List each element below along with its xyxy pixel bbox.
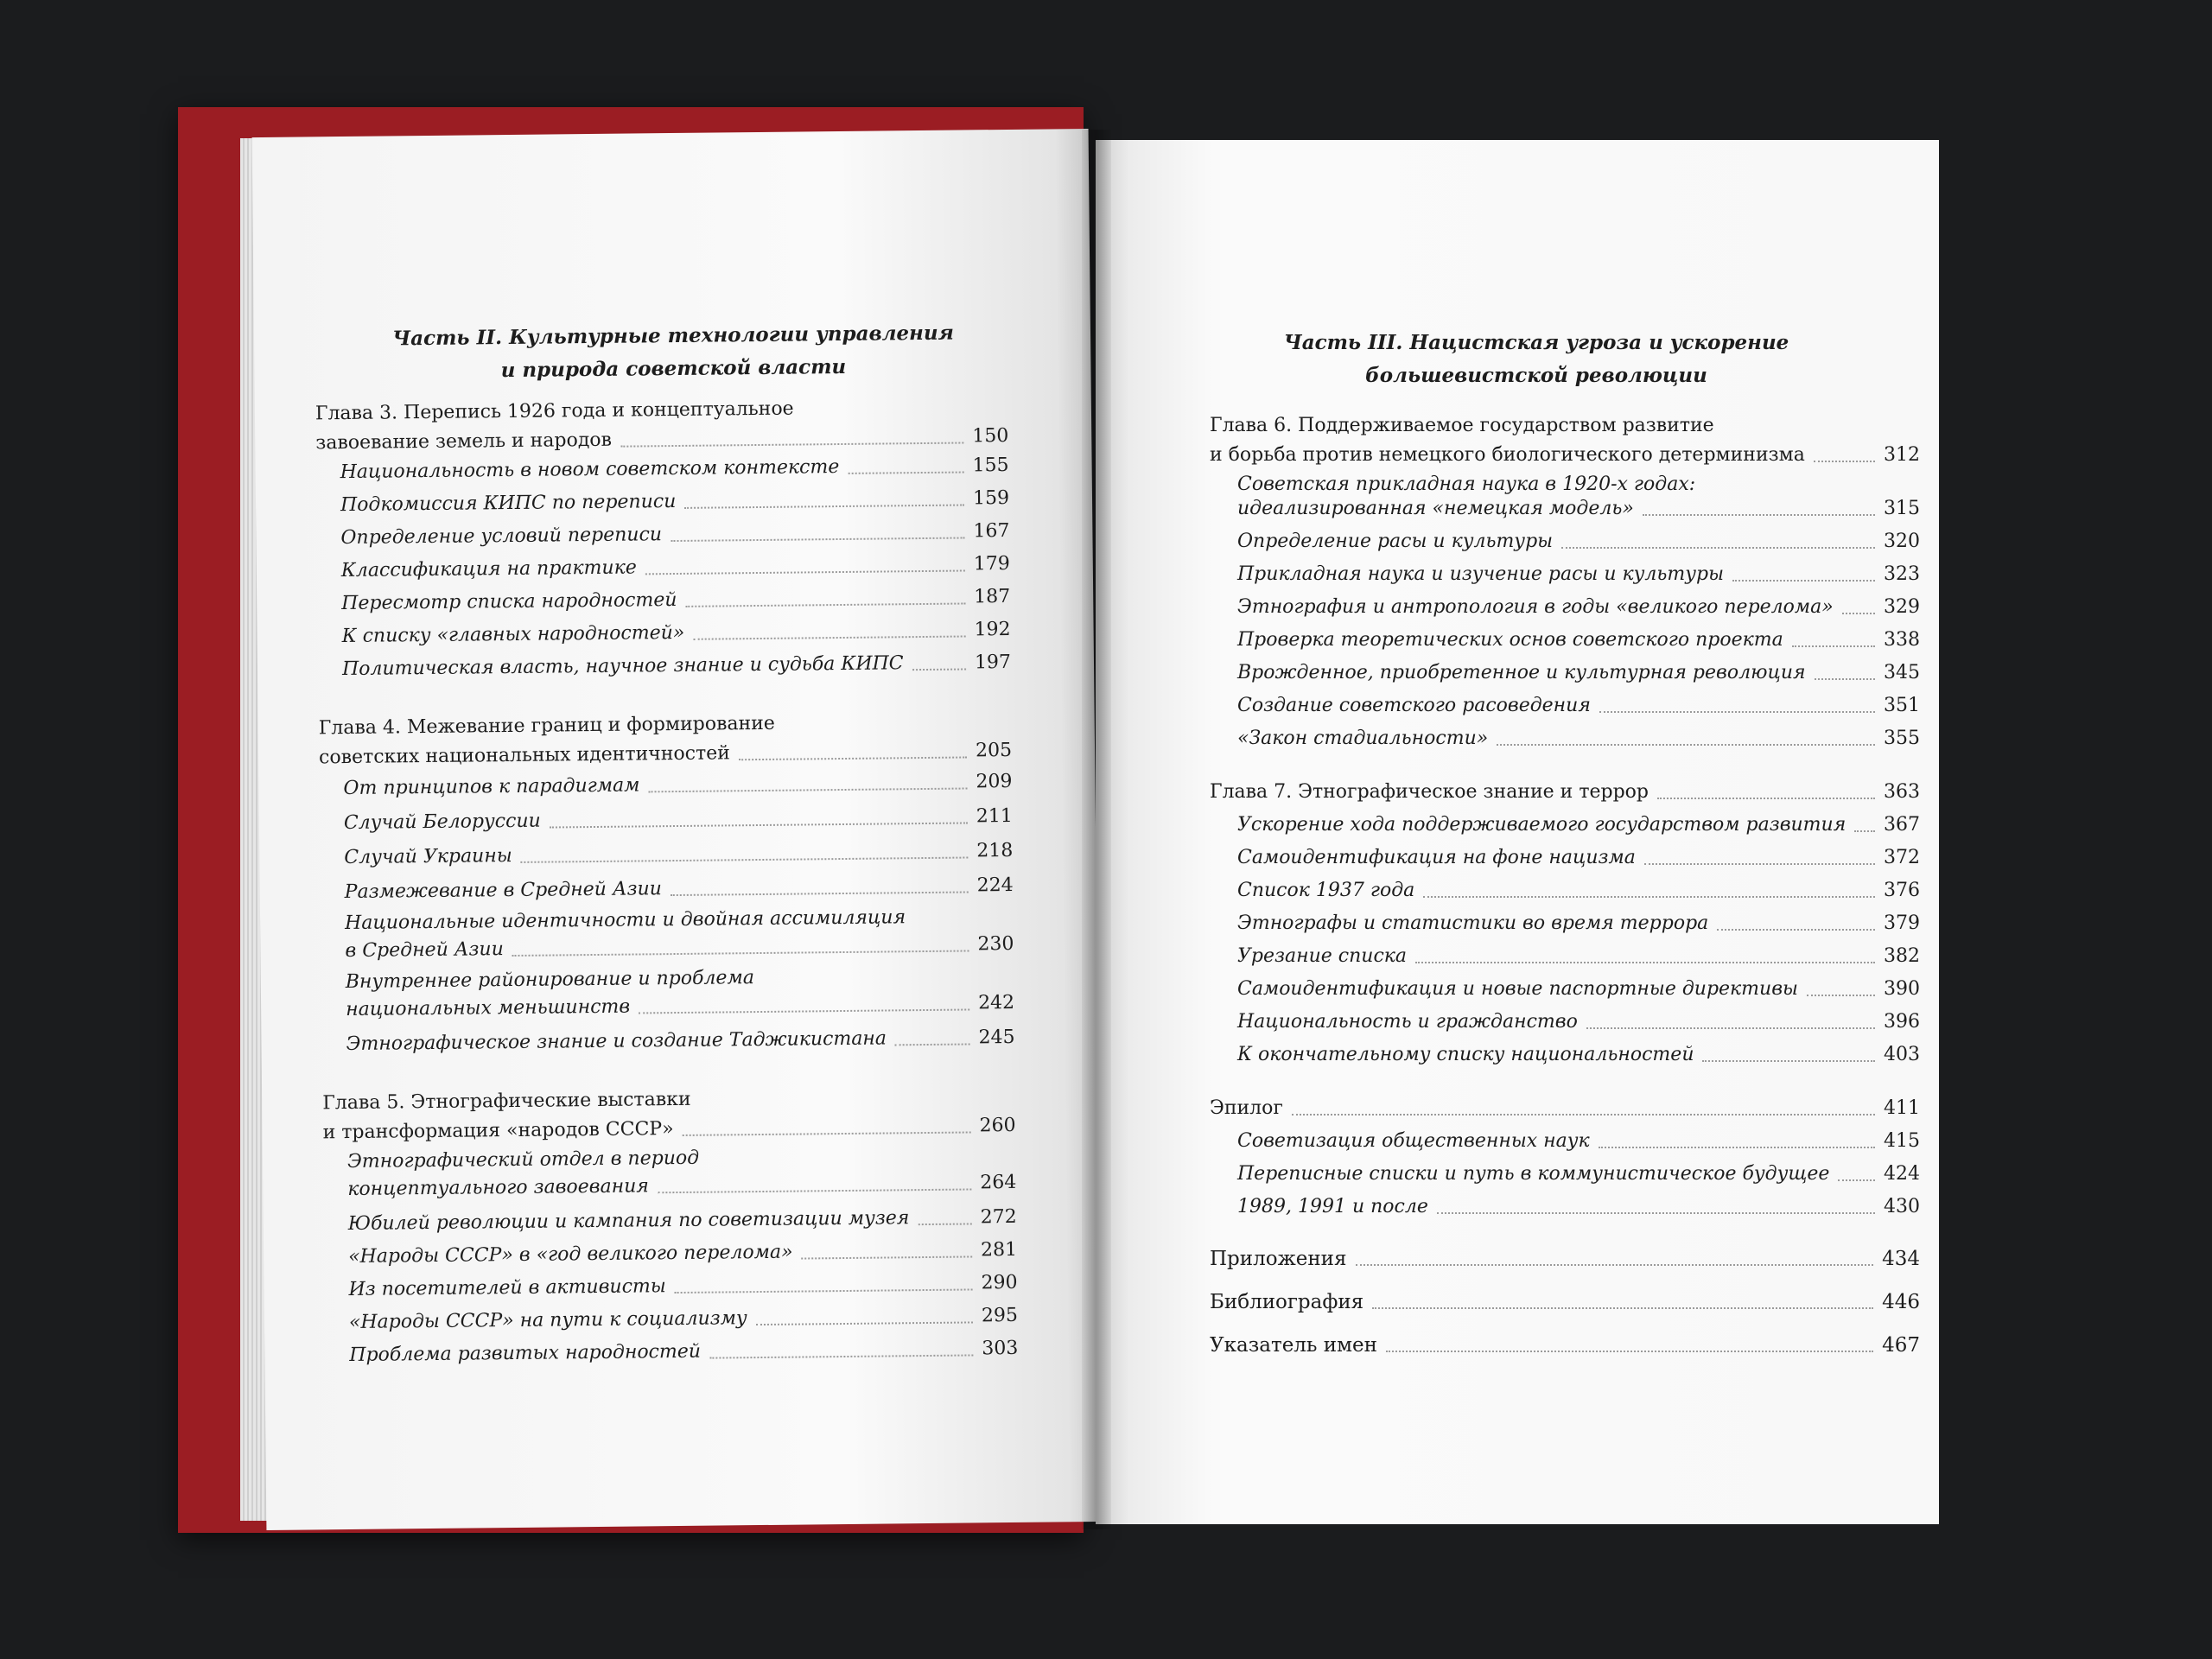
- leader-dots: [1807, 995, 1875, 996]
- section-title: К списку «главных народностей»: [341, 621, 685, 648]
- section-title: концептуального завоевания: [347, 1175, 650, 1201]
- leader-dots: [620, 442, 963, 448]
- page-number: 323: [1884, 563, 1920, 585]
- page-number: 218: [976, 839, 1014, 862]
- page-number: 390: [1884, 978, 1920, 1000]
- section-title: Пересмотр списка народностей: [341, 588, 677, 615]
- page-number: 415: [1884, 1130, 1920, 1152]
- section-entry[interactable]: [321, 1023, 1014, 1059]
- section-entry[interactable]: [1210, 942, 1920, 971]
- chapter-entry[interactable]: [319, 736, 1012, 772]
- page-number: 150: [972, 424, 1009, 448]
- section-entry[interactable]: [318, 648, 1011, 684]
- section-title: Проверка теоретических основ советского проекта: [1237, 629, 1783, 651]
- page-number: 329: [1884, 596, 1920, 618]
- section-entry[interactable]: [317, 582, 1010, 619]
- section-title-line: Внутреннее районирование и проблема: [345, 967, 755, 994]
- leader-dots: [1497, 744, 1875, 746]
- part-title-line: большевистской революции: [1365, 364, 1707, 387]
- section-entry[interactable]: [1210, 593, 1920, 622]
- page-number: 295: [981, 1304, 1019, 1327]
- section-entry[interactable]: [325, 1301, 1018, 1338]
- page-number: 197: [974, 651, 1012, 674]
- section-title: К окончательному списку национальностей: [1237, 1044, 1694, 1065]
- leader-dots: [1415, 962, 1875, 963]
- section-entry[interactable]: [321, 930, 1014, 966]
- section-title: Национальность и гражданство: [1237, 1011, 1578, 1033]
- section-title: «Закон стадиальности»: [1237, 728, 1489, 749]
- page-number: 345: [1884, 662, 1920, 683]
- leader-dots: [658, 1188, 971, 1193]
- section-title: Этнография и антропология в годы «великого перелома»: [1237, 596, 1834, 618]
- section-title: Юбилей революции и кампания по советизации музея: [347, 1207, 910, 1236]
- section-entry[interactable]: [1210, 1160, 1920, 1189]
- leader-dots: [1561, 547, 1875, 549]
- section-entry[interactable]: [1210, 658, 1920, 688]
- part-title-line: Часть III. Нацистская угроза и ускорение: [1283, 331, 1789, 354]
- section-title-line: Национальные идентичности и двойная ассимиляция: [344, 906, 906, 935]
- leader-dots: [1356, 1264, 1874, 1266]
- section-title: «Народы СССР» на пути к социализму: [348, 1307, 747, 1334]
- leader-dots: [895, 1043, 970, 1046]
- section-title: Классификация на практике: [340, 556, 637, 582]
- page-number: 338: [1884, 629, 1920, 651]
- leader-dots: [512, 950, 969, 957]
- section-entry[interactable]: [319, 767, 1012, 804]
- leader-dots: [1732, 580, 1875, 582]
- chapter-title: и трансформация «народов СССР»: [322, 1118, 674, 1144]
- leader-dots: [1292, 1114, 1875, 1116]
- section-title: Размежевание в Средней Азии: [344, 878, 663, 904]
- leader-dots: [1657, 798, 1875, 799]
- section-entry[interactable]: [1210, 843, 1920, 873]
- section-entry[interactable]: [1210, 1192, 1920, 1222]
- page-number: 430: [1884, 1196, 1920, 1217]
- section-title: Подкомиссия КИПС по переписи: [340, 490, 677, 517]
- leader-dots: [1814, 461, 1875, 462]
- page-number: 320: [1884, 531, 1920, 552]
- name-index-entry[interactable]: [1210, 1331, 1920, 1360]
- page-number: 382: [1884, 945, 1920, 967]
- page-number: 245: [978, 1026, 1015, 1049]
- section-title: национальных меньшинств: [346, 995, 631, 1021]
- page-number: 315: [1884, 498, 1920, 519]
- left-page: [252, 129, 1103, 1530]
- leader-dots: [1854, 830, 1875, 832]
- page-number: 264: [980, 1171, 1017, 1194]
- leader-dots: [918, 1223, 971, 1225]
- section-entry[interactable]: [325, 1334, 1018, 1370]
- page-number: 272: [980, 1205, 1017, 1229]
- chapter-title-line: Глава 6. Поддерживаемое государством развитие: [1210, 415, 1714, 436]
- end-matter-title: Указатель имен: [1210, 1334, 1377, 1357]
- section-entry[interactable]: [1210, 527, 1920, 556]
- page-number: 230: [977, 932, 1014, 956]
- section-entry[interactable]: [1210, 1007, 1920, 1037]
- section-entry[interactable]: [1210, 691, 1920, 721]
- section-title: Список 1937 года: [1237, 880, 1415, 901]
- section-title: Определение расы и культуры: [1237, 531, 1554, 552]
- page-number: 211: [976, 804, 1013, 828]
- leader-dots: [1792, 645, 1875, 647]
- chapter-title: Глава 7. Этнографическое знание и террор: [1210, 781, 1649, 803]
- section-title: Урезание списка: [1237, 945, 1408, 967]
- leader-dots: [1702, 1060, 1875, 1062]
- chapter-title: советских национальных идентичностей: [318, 742, 730, 769]
- section-title: Из посетителей в активисты: [348, 1275, 666, 1301]
- section-entry[interactable]: [1210, 909, 1920, 938]
- page-number: 411: [1884, 1097, 1920, 1119]
- bibliography-entry[interactable]: [1210, 1287, 1920, 1317]
- leader-dots: [686, 602, 966, 607]
- chapter-entry[interactable]: [1210, 778, 1920, 807]
- leader-dots: [649, 787, 968, 792]
- page-number: 351: [1884, 695, 1920, 716]
- section-title: Этнографическое знание и создание Таджикистана: [346, 1027, 887, 1056]
- page-number: 434: [1882, 1248, 1920, 1270]
- leader-dots: [1815, 678, 1875, 680]
- section-title: 1989, 1991 и после: [1237, 1196, 1428, 1217]
- page-number: 187: [974, 585, 1011, 608]
- section-entry[interactable]: [1210, 810, 1920, 840]
- chapter-entry[interactable]: [1210, 441, 1920, 470]
- leader-dots: [639, 1008, 969, 1014]
- chapter-title-line: Глава 5. Этнографические выставки: [322, 1088, 691, 1115]
- section-entry[interactable]: [315, 451, 1008, 487]
- section-title: Национальность в новом советском контексте: [340, 456, 840, 484]
- page-number: 367: [1884, 814, 1920, 836]
- section-entry[interactable]: [1210, 724, 1920, 753]
- page-number: 467: [1882, 1334, 1920, 1357]
- leader-dots: [1586, 1027, 1875, 1029]
- leader-dots: [1717, 929, 1875, 931]
- section-title: идеализированная «немецкая модель»: [1237, 498, 1634, 519]
- page-number: 424: [1884, 1163, 1920, 1185]
- leader-dots: [1599, 711, 1875, 713]
- section-entry[interactable]: [1210, 1127, 1920, 1156]
- page-number: 379: [1884, 912, 1920, 934]
- page-number: 446: [1882, 1291, 1920, 1313]
- leader-dots: [802, 1255, 973, 1259]
- section-entry[interactable]: [316, 484, 1009, 520]
- leader-dots: [683, 1131, 971, 1135]
- section-entry[interactable]: [1210, 1040, 1920, 1070]
- section-title: Политическая власть, научное знание и судьба КИПС: [341, 652, 904, 681]
- page-number: 376: [1884, 880, 1920, 901]
- appendices-entry[interactable]: [1210, 1244, 1920, 1274]
- leader-dots: [1437, 1212, 1875, 1214]
- section-title: Прикладная наука и изучение расы и культуры: [1237, 563, 1724, 585]
- chapter-title-line: Глава 3. Перепись 1926 года и концептуальное: [315, 397, 794, 425]
- leader-dots: [550, 822, 968, 828]
- leader-dots: [1644, 863, 1875, 865]
- chapter-title: и борьба против немецкого биологического детерминизма: [1210, 444, 1805, 466]
- section-entry[interactable]: [324, 1236, 1017, 1272]
- leader-dots: [848, 472, 963, 474]
- leader-dots: [912, 668, 966, 671]
- section-entry[interactable]: [324, 1203, 1017, 1239]
- section-title: Переписные списки и путь в коммунистическое будущее: [1237, 1163, 1830, 1185]
- leader-dots: [684, 505, 964, 509]
- page-number: 179: [973, 552, 1010, 575]
- page-number: 167: [973, 519, 1010, 543]
- chapter-title: завоевание земель и народов: [315, 429, 613, 454]
- page-number: 159: [972, 486, 1010, 510]
- page-number: 205: [975, 739, 1013, 762]
- book-gutter: [1082, 130, 1111, 1529]
- section-title-line: Советская прикладная наука в 1920-х годах:: [1237, 474, 1696, 495]
- leader-dots: [1643, 514, 1875, 516]
- chapter-entry[interactable]: [322, 1111, 1015, 1147]
- section-title: Случай Украины: [344, 845, 512, 869]
- section-entry[interactable]: [323, 1168, 1016, 1205]
- page-number: 192: [974, 618, 1011, 641]
- section-entry[interactable]: [320, 836, 1013, 873]
- section-title: Этнографы и статистики во время террора: [1237, 912, 1709, 934]
- section-entry[interactable]: [317, 615, 1010, 652]
- page-number: 363: [1884, 781, 1920, 803]
- section-title: Советизация общественных наук: [1237, 1130, 1590, 1152]
- section-entry[interactable]: [1210, 975, 1920, 1004]
- leader-dots: [1372, 1307, 1873, 1309]
- leader-dots: [675, 1288, 973, 1294]
- page-number: 355: [1884, 728, 1920, 749]
- page-number: 224: [976, 874, 1014, 897]
- section-title: Определение условий переписи: [340, 524, 663, 550]
- leader-dots: [756, 1321, 973, 1325]
- section-entry[interactable]: [324, 1268, 1017, 1305]
- section-title: Самоидентификация на фоне нацизма: [1237, 847, 1636, 868]
- section-entry[interactable]: [1210, 876, 1920, 906]
- section-entry[interactable]: [1210, 494, 1920, 524]
- section-entry[interactable]: [321, 988, 1014, 1025]
- end-matter-title: Библиография: [1210, 1291, 1364, 1313]
- section-title-line: Этнографический отдел в период: [346, 1147, 700, 1173]
- section-title: Случай Белоруссии: [343, 810, 541, 835]
- section-title: Проблема развитых народностей: [349, 1340, 702, 1367]
- epilogue-entry[interactable]: [1210, 1094, 1920, 1123]
- section-entry[interactable]: [1210, 626, 1920, 655]
- page-number: 372: [1884, 847, 1920, 868]
- right-toc: [1210, 411, 1920, 1491]
- leader-dots: [1423, 896, 1875, 898]
- page-number: 242: [977, 991, 1015, 1014]
- page-number: 312: [1884, 444, 1920, 466]
- right-page: [1096, 140, 1939, 1524]
- section-title: Самоидентификация и новые паспортные директивы: [1237, 978, 1798, 1000]
- chapter-title: Эпилог: [1210, 1097, 1283, 1119]
- section-title: От принципов к парадигмам: [343, 774, 640, 800]
- leader-dots: [671, 537, 964, 542]
- leader-dots: [1386, 1351, 1873, 1352]
- page-number: 290: [981, 1271, 1018, 1294]
- section-entry[interactable]: [1210, 560, 1920, 589]
- leader-dots: [709, 1354, 973, 1358]
- page-number: 396: [1884, 1011, 1920, 1033]
- section-entry[interactable]: [320, 802, 1013, 838]
- leader-dots: [739, 756, 967, 760]
- page-number: 303: [982, 1337, 1019, 1360]
- section-entry[interactable]: [321, 871, 1014, 907]
- right-part-title: [1165, 327, 1908, 392]
- chapter-title-line: Глава 4. Межевание границ и формирование: [318, 712, 775, 740]
- section-entry[interactable]: [317, 550, 1010, 586]
- section-title: Создание советского расоведения: [1237, 695, 1591, 716]
- page-number: 155: [972, 454, 1009, 477]
- leader-dots: [521, 856, 969, 862]
- leader-dots: [645, 569, 965, 575]
- leader-dots: [693, 635, 965, 639]
- part-title-line: Часть II. Культурные технологии управления: [391, 321, 955, 351]
- left-toc: [315, 392, 1020, 1540]
- leader-dots: [671, 891, 969, 896]
- section-title: «Народы СССР» в «год великого перелома»: [348, 1241, 793, 1268]
- page-number: 209: [976, 770, 1013, 793]
- leader-dots: [1842, 613, 1875, 614]
- page-number: 260: [979, 1114, 1016, 1137]
- left-part-title: [306, 316, 1041, 390]
- part-title-line: и природа советской власти: [500, 354, 847, 383]
- leader-dots: [1599, 1147, 1875, 1148]
- section-title: Ускорение хода поддерживаемого государством развития: [1237, 814, 1847, 836]
- page-number: 281: [980, 1238, 1018, 1262]
- section-title: в Средней Азии: [345, 938, 504, 963]
- page-number: 403: [1884, 1044, 1920, 1065]
- section-entry[interactable]: [316, 517, 1009, 553]
- leader-dots: [1838, 1179, 1875, 1181]
- section-title: Врожденное, приобретенное и культурная революция: [1237, 662, 1806, 683]
- end-matter-title: Приложения: [1210, 1248, 1347, 1270]
